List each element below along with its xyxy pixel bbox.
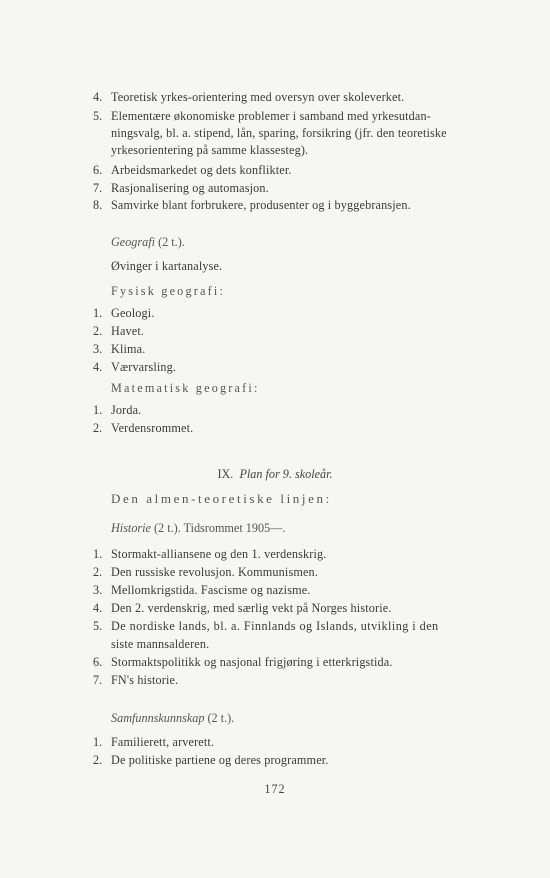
list-item-text: Stormakt-alliansene og den 1. verdenskrig. [111, 547, 327, 561]
list-item-text: Familierett, arverett. [111, 735, 215, 749]
list-item-text: Mellomkrigstida. Fascisme og nazisme. [111, 583, 311, 597]
samfunnskunnskap-title: Samfunnskunnskap [111, 711, 205, 725]
list-item-text: Den 2. verdenskrig, med særlig vekt på Norges historie. [111, 601, 392, 615]
list-item-text: Verdensrommet. [111, 421, 194, 435]
list-item-text: De nordiske lands, bl. a. Finnlands og Islands, utvikling i den [111, 619, 439, 633]
historie-subtitle: (2 t.). Tidsrommet 1905—. [154, 521, 286, 535]
list-item-text: Havet. [111, 324, 145, 338]
historie-heading [111, 520, 285, 536]
list-number: 2. [93, 324, 103, 338]
list-item-text: siste mannsalderen. [111, 637, 210, 651]
list-number: 1. [93, 735, 103, 749]
list-item-text: De politiske partiene og deres programmer. [111, 753, 329, 767]
list-number: 2. [93, 421, 103, 435]
list-item-text: Værvarsling. [111, 360, 177, 374]
geografi-heading [111, 234, 185, 250]
plan-title: Plan for 9. skoleår. [239, 467, 333, 481]
page-number: 172 [264, 782, 286, 796]
list-item-text: FN's historie. [111, 673, 179, 687]
list-number: 2. [93, 753, 103, 767]
geografi-hours: (2 t.). [158, 235, 185, 249]
list-item-text: Elementære økonomiske problemer i samband med yrkesutdan- [111, 109, 431, 123]
list-number: 8. [93, 198, 103, 212]
list-number: 7. [93, 181, 103, 195]
list-item-text: Arbeidsmarkedet og dets konflikter. [111, 163, 292, 177]
list-number: 1. [93, 306, 103, 320]
list-number: 2. [93, 565, 103, 579]
historie-title: Historie [111, 521, 151, 535]
samfunnskunnskap-heading [111, 710, 234, 726]
list-number: 3. [93, 342, 103, 356]
list-item-text: Rasjonalisering og automasjon. [111, 181, 269, 195]
plan-heading [0, 466, 550, 482]
linjen-heading: Den almen-teoretiske linjen: [111, 491, 332, 506]
list-item-text: yrkesorientering på samme klassesteg). [111, 143, 309, 157]
geografi-intro: Øvinger i kartanalyse. [111, 259, 223, 273]
list-number: 6. [93, 163, 103, 177]
samfunnskunnskap-hours: (2 t.). [207, 711, 235, 725]
list-item-text: Stormaktspolitikk og nasjonal frigjøring i etterkrigstida. [111, 655, 393, 669]
list-item-text: Den russiske revolusjon. Kommunismen. [111, 565, 318, 579]
list-number: 4. [93, 360, 103, 374]
list-number: 4. [93, 601, 103, 615]
list-number: 3. [93, 583, 103, 597]
list-number: 5. [93, 109, 103, 123]
list-item-text: ningsvalg, bl. a. stipend, lån, sparing, forsikring (jfr. den teoretiske [111, 126, 447, 140]
geografi-title: Geografi [111, 235, 156, 249]
list-number: 1. [93, 547, 103, 561]
matematisk-geografi-heading: Matematisk geografi: [111, 381, 260, 395]
list-item-text: Klima. [111, 342, 146, 356]
fysisk-geografi-heading: Fysisk geografi: [111, 284, 226, 298]
list-number: 4. [93, 90, 103, 104]
list-number: 1. [93, 403, 103, 417]
list-number: 5. [93, 619, 103, 633]
list-item-text: Jorda. [111, 403, 142, 417]
list-number: 7. [93, 673, 103, 687]
list-item-text: Samvirke blant forbrukere, produsenter og i byggebransjen. [111, 198, 411, 212]
list-item-text: Teoretisk yrkes-orientering med oversyn over skoleverket. [111, 90, 405, 104]
plan-roman: IX. [217, 467, 234, 481]
list-number: 6. [93, 655, 103, 669]
list-item-text: Geologi. [111, 306, 155, 320]
